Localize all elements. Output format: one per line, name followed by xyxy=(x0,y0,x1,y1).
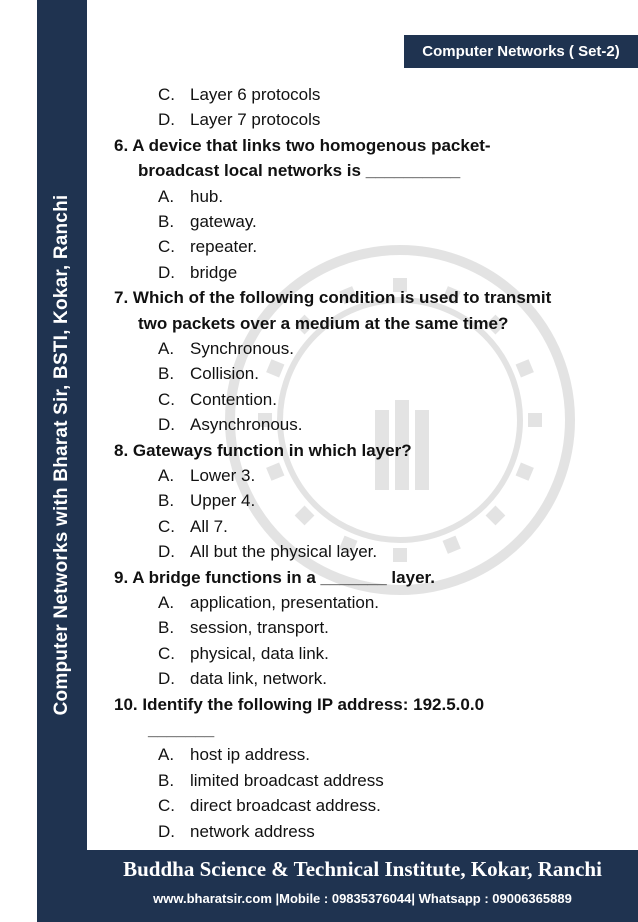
answer-option xyxy=(158,465,255,487)
option-text: data link, network. xyxy=(190,669,328,689)
option-letter: C. xyxy=(158,85,175,104)
option-letter: A. xyxy=(158,745,175,765)
option-text: network address xyxy=(190,821,315,841)
answer-option xyxy=(158,109,320,131)
question-text: 9. A bridge functions in a _______ layer. xyxy=(114,567,435,587)
answer-option xyxy=(158,363,259,385)
option-text: Synchronous. xyxy=(190,339,294,358)
question-text: 7. Which of the following condition is used to transmit xyxy=(114,288,552,308)
option-letter: B. xyxy=(158,770,175,790)
option-letter: C. xyxy=(158,643,175,663)
answer-option xyxy=(158,592,379,614)
sidebar-vertical-title: Computer Networks with Bharat Sir, BSTI, Kokar, Ranchi xyxy=(51,194,72,716)
option-text: direct broadcast address. xyxy=(190,796,381,816)
option-letter: D. xyxy=(158,415,175,435)
option-text: gateway. xyxy=(190,212,257,231)
answer-option xyxy=(158,84,320,106)
option-text: Upper 4. xyxy=(190,491,256,511)
question-blank: _______ xyxy=(148,720,215,739)
footer-institute-name: Buddha Science & Technical Institute, Kokar, Ranchi xyxy=(123,857,602,881)
option-text: repeater. xyxy=(190,237,258,257)
option-text: Contention. xyxy=(190,389,277,409)
option-text: hub. xyxy=(190,186,224,206)
header-set-badge: Computer Networks ( Set-2) xyxy=(404,35,638,68)
answer-option xyxy=(158,541,377,563)
question-text: 8. Gateways function in which layer? xyxy=(114,440,412,460)
option-letter: C. xyxy=(158,237,175,257)
answer-option xyxy=(158,211,257,233)
option-text: application, presentation. xyxy=(190,593,380,612)
option-text: bridge xyxy=(190,262,238,282)
answer-option xyxy=(158,414,302,436)
answer-option xyxy=(158,821,315,843)
option-letter: C. xyxy=(158,516,175,536)
option-letter: B. xyxy=(158,618,175,638)
option-letter: B. xyxy=(158,491,175,511)
answer-option xyxy=(158,262,237,284)
answer-option xyxy=(158,490,255,512)
option-text: Layer 6 protocols xyxy=(190,85,321,104)
option-text: Lower 3. xyxy=(190,466,256,485)
answer-option xyxy=(158,744,310,766)
answer-option xyxy=(158,668,327,690)
option-letter: B. xyxy=(158,212,175,231)
option-text: host ip address. xyxy=(190,745,311,765)
option-letter: A. xyxy=(158,466,175,485)
option-letter: B. xyxy=(158,364,175,384)
footer-band xyxy=(87,850,638,922)
answer-option xyxy=(158,338,294,360)
answer-option xyxy=(158,795,381,817)
answer-option xyxy=(158,389,277,411)
question-text: 10. Identify the following IP address: 192.5.0.0 xyxy=(114,694,485,714)
answer-option xyxy=(158,617,329,639)
option-letter: A. xyxy=(158,593,175,612)
option-letter: D. xyxy=(158,542,175,562)
answer-option xyxy=(158,770,384,792)
answer-option xyxy=(158,516,228,538)
option-text: Layer 7 protocols xyxy=(190,110,321,130)
option-text: All 7. xyxy=(190,516,228,536)
option-text: Collision. xyxy=(190,364,259,384)
answer-option xyxy=(158,186,223,208)
option-letter: C. xyxy=(158,796,175,816)
question-continuation: broadcast local networks is __________ xyxy=(138,161,461,181)
option-text: Asynchronous. xyxy=(190,415,303,435)
option-letter: C. xyxy=(158,389,175,409)
answer-option xyxy=(158,236,257,258)
option-letter: D. xyxy=(158,821,175,841)
option-text: All but the physical layer. xyxy=(190,542,378,562)
option-text: limited broadcast address xyxy=(190,770,384,790)
question-text: 6. A device that links two homogenous packet- xyxy=(114,135,491,155)
option-letter: D. xyxy=(158,669,175,689)
answer-option xyxy=(158,643,329,665)
option-text: session, transport. xyxy=(190,618,329,638)
option-letter: A. xyxy=(158,186,175,206)
option-letter: D. xyxy=(158,110,175,130)
option-letter: A. xyxy=(158,339,175,358)
footer-contact-line: www.bharatsir.com |Mobile : 09835376044| Whatsapp : 09006365889 xyxy=(153,891,572,906)
option-letter: D. xyxy=(158,262,175,282)
option-text: physical, data link. xyxy=(190,643,329,663)
question-continuation: two packets over a medium at the same time? xyxy=(138,313,509,333)
